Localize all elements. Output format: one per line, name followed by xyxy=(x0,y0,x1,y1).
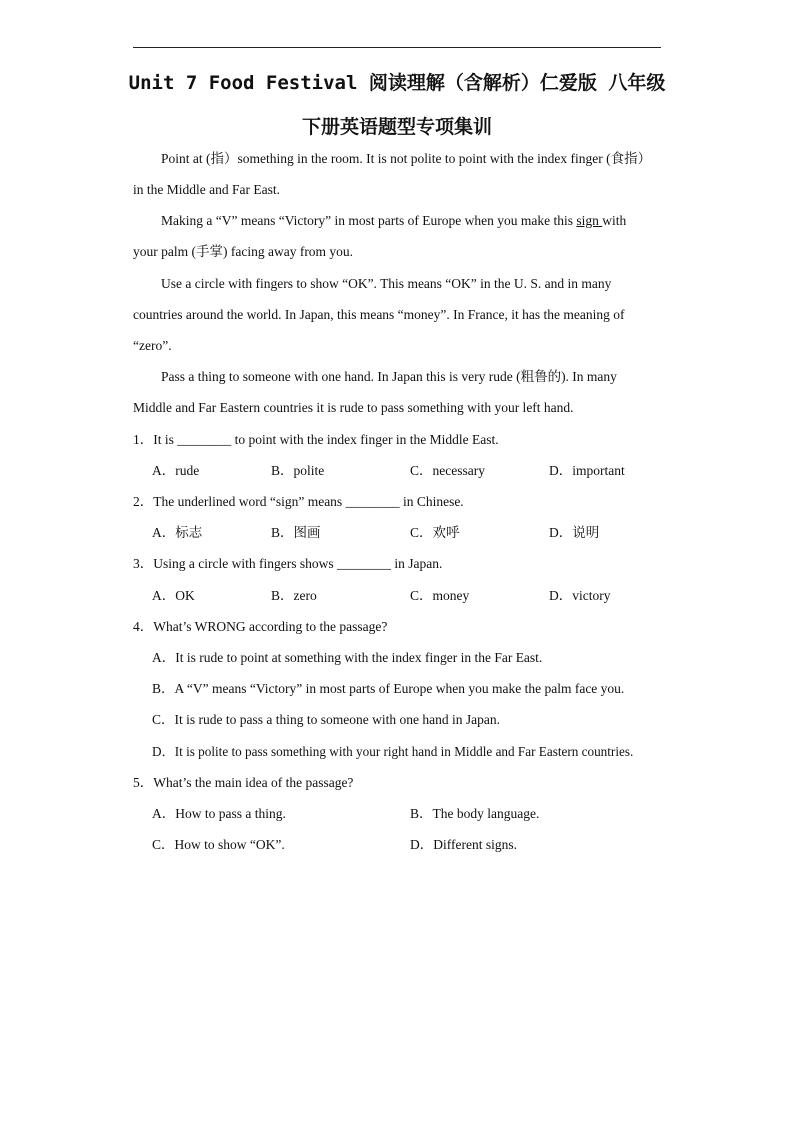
header-rule xyxy=(133,47,661,48)
page-title: Unit 7 Food Festival 阅读理解（含解析）仁爱版 八年级 xyxy=(128,72,666,94)
question-4-option-c[interactable]: C．It is rude to pass a thing to someone with one hand in Japan. xyxy=(152,712,500,727)
question-2-option-d[interactable]: D．说明 xyxy=(549,525,600,540)
question-5-stem: 5．What’s the main idea of the passage? xyxy=(133,775,354,790)
question-5-option-b[interactable]: B．The body language. xyxy=(410,806,540,821)
question-2-stem: 2．The underlined word “sign” means ________ in Chinese. xyxy=(133,494,464,509)
question-5-option-d[interactable]: D．Different signs. xyxy=(410,837,517,852)
question-1-option-d[interactable]: D．important xyxy=(549,463,625,478)
question-4-option-b[interactable]: B．A “V” means “Victory” in most parts of Europe when you make the palm face you. xyxy=(152,681,625,696)
question-5-option-a[interactable]: A．How to pass a thing. xyxy=(152,806,286,821)
question-2-option-c[interactable]: C．欢呼 xyxy=(410,525,460,540)
question-1-option-a[interactable]: A．rude xyxy=(152,463,200,478)
question-3-option-d[interactable]: D．victory xyxy=(549,588,611,603)
question-2-option-b[interactable]: B．图画 xyxy=(271,525,321,540)
question-4-option-a[interactable]: A．It is rude to point at something with the index finger in the Far East. xyxy=(152,650,543,665)
question-1-option-c[interactable]: C．necessary xyxy=(410,463,485,478)
question-2-option-a[interactable]: A．标志 xyxy=(152,525,203,540)
question-3-stem: 3．Using a circle with fingers shows ________ in Japan. xyxy=(133,556,443,571)
question-3-option-c[interactable]: C．money xyxy=(410,588,470,603)
underlined-word-sign: sign xyxy=(576,213,603,228)
question-4-option-d[interactable]: D．It is polite to pass something with your right hand in Middle and Far Eastern countries. xyxy=(152,744,634,759)
passage-paragraph-2: Making a “V” means “Victory” in most parts of Europe when you make this sign with your palm (手掌) facing away from you. xyxy=(133,213,627,259)
question-1-stem: 1．It is ________ to point with the index finger in the Middle East. xyxy=(133,432,499,447)
question-4-stem: 4．What’s WRONG according to the passage? xyxy=(133,619,388,634)
passage-paragraph-4: Pass a thing to someone with one hand. In Japan this is very rude (粗鲁的). In many Middle and Far Eastern countries it is rude to pass something with your left hand. xyxy=(133,369,617,415)
question-3-option-a[interactable]: A．OK xyxy=(152,588,195,603)
passage-paragraph-3: Use a circle with fingers to show “OK”. This means “OK” in the U. S. and in many countries around the world. In Japan, this means “money”. In France, it has the meaning of “zero”. xyxy=(133,276,625,353)
question-3-option-b[interactable]: B．zero xyxy=(271,588,317,603)
page-subtitle: 下册英语题型专项集训 xyxy=(301,116,492,138)
question-1-option-b[interactable]: B．polite xyxy=(271,463,325,478)
passage-paragraph-1: Point at (指）something in the room. It is not polite to point with the index finger (食指） in the Middle and Far East. xyxy=(133,151,652,197)
question-5-option-c[interactable]: C．How to show “OK”. xyxy=(152,837,285,852)
